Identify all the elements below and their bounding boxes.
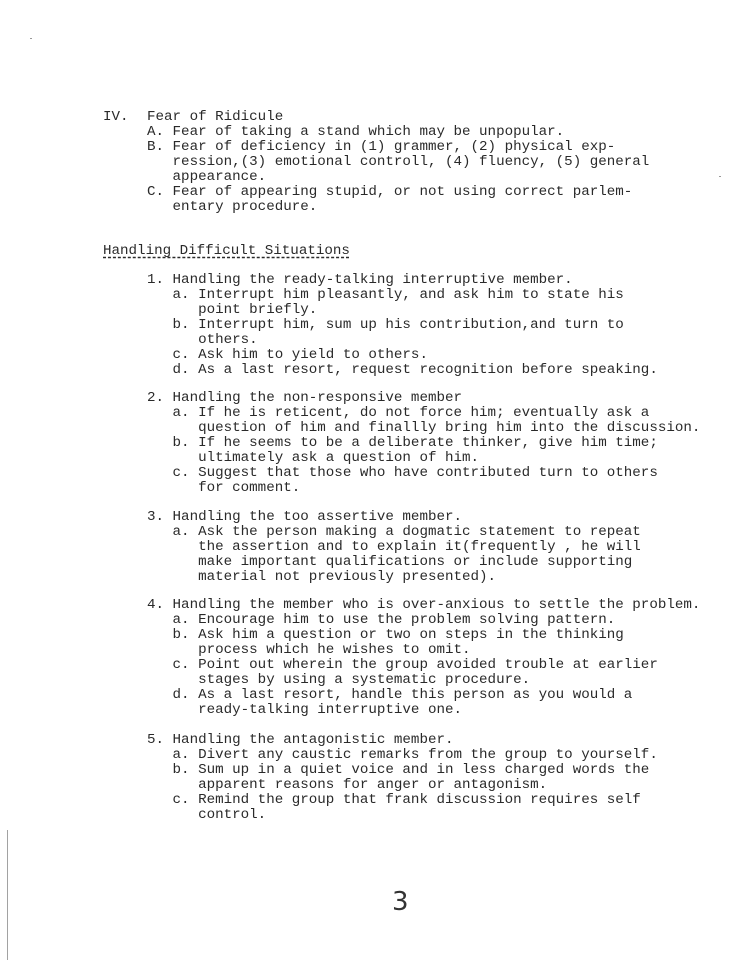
situation-line: control. [147,807,267,823]
situation-line: d. As a last resort, handle this person as you would a [147,687,633,703]
section-iv-item: ression,(3) emotional controll, (4) fluency, (5) general [147,154,650,170]
situation-title: 3. Handling the too assertive member. [147,509,463,525]
situation-line: others. [147,332,258,348]
situation-line: stages by using a systematic procedure. [147,672,531,688]
situation-line: d. As a last resort, request recognition before speaking. [147,362,658,378]
scan-edge-line [7,830,8,960]
situation-line: c. Suggest that those who have contributed turn to others [147,465,658,481]
situation-line: make important qualifications or include supporting [147,554,633,570]
situation-line: question of him and finallly bring him into the discussion. [147,420,701,436]
situation-line: process which he wishes to omit. [147,642,471,658]
situation-line: a. Encourage him to use the problem solving pattern. [147,612,616,628]
section-iv-title: Fear of Ridicule [147,109,284,125]
situation-line: the assertion and to explain it(frequently , he will [147,539,641,555]
page-number: 3 [392,887,409,917]
situation-line: c. Point out wherein the group avoided trouble at earlier [147,657,658,673]
situation-line: a. If he is reticent, do not force him; eventually ask a [147,405,650,421]
situation-line: apparent reasons for anger or antagonism. [147,777,548,793]
situation-line: b. Sum up in a quiet voice and in less charged words the [147,762,650,778]
situation-line: ready-talking interruptive one. [147,702,463,718]
situation-line: for comment. [147,480,301,496]
situation-title: 1. Handling the ready-talking interruptive member. [147,272,573,288]
situation-title: 2. Handling the non-responsive member [147,390,463,406]
situation-line: ultimately ask a question of him. [147,450,480,466]
section-iv-item: entary procedure. [147,199,318,215]
situation-line: point briefly. [147,302,318,318]
situation-title: 5. Handling the antagonistic member. [147,732,454,748]
situation-line: a. Divert any caustic remarks from the group to yourself. [147,747,658,763]
situation-line: a. Ask the person making a dogmatic statement to repeat [147,524,641,540]
scan-speck [30,38,32,39]
section-heading: Handling Difficult Situations [103,243,350,259]
situation-line: c. Remind the group that frank discussion requires self [147,792,641,808]
section-iv-numeral: IV. [103,109,129,125]
situation-line: b. If he seems to be a deliberate thinker, give him time; [147,435,658,451]
scan-speck [719,176,721,177]
situation-line: material not previously presented). [147,569,497,585]
situation-line: c. Ask him to yield to others. [147,347,428,363]
section-iv-item: appearance. [147,169,267,185]
situation-line: b. Interrupt him, sum up his contribution,and turn to [147,317,624,333]
situation-line: b. Ask him a question or two on steps in the thinking [147,627,624,643]
section-iv-item: A. Fear of taking a stand which may be unpopular. [147,124,565,140]
section-iv-item: C. Fear of appearing stupid, or not using correct parlem- [147,184,633,200]
situation-title: 4. Handling the member who is over-anxious to settle the problem. [147,597,701,613]
situation-line: a. Interrupt him pleasantly, and ask him to state his [147,287,624,303]
section-iv-item: B. Fear of deficiency in (1) grammer, (2) physical exp- [147,139,616,155]
